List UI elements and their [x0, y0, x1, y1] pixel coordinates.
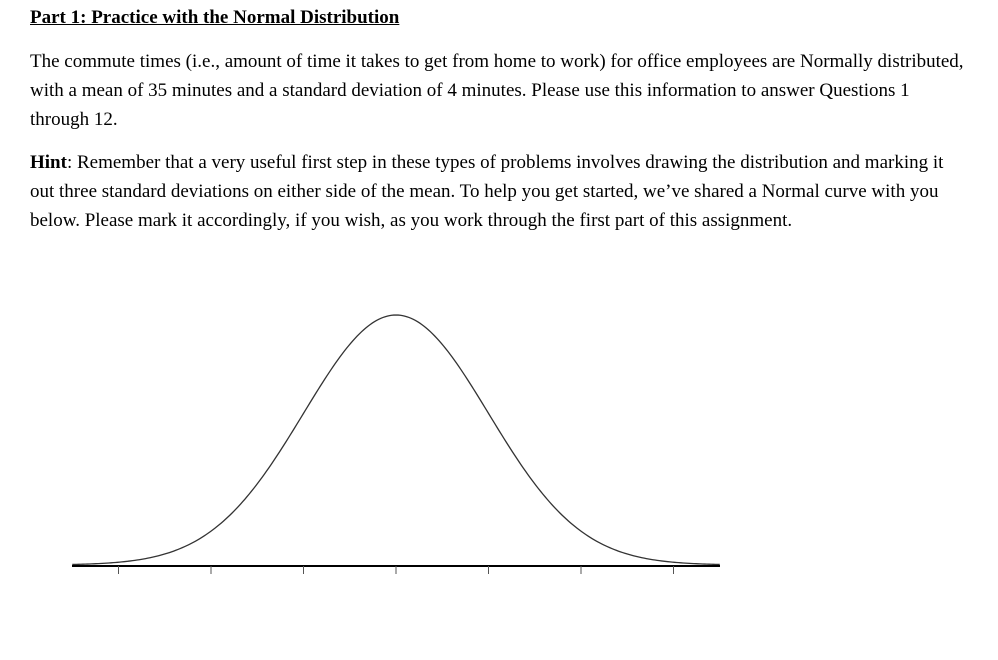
- hint-label: Hint: [30, 152, 67, 173]
- intro-paragraph: The commute times (i.e., amount of time it takes to get from home to work) for office employees are Normally distributed, with a mean of 35 minutes and a standard deviation of 4 minutes. Please use this information to answer Questions 1 through 12.: [30, 51, 964, 130]
- hint-text: : Remember that a very useful first step in these types of problems involves drawing the distribution and marking it out three standard deviations on either side of the mean. To help you get started, we’ve shared a Normal curve with you below. Please mark it accordingly, if you wish, as you work through the first part of this assignment.: [30, 152, 944, 231]
- hint-paragraph: [30, 148, 970, 235]
- normal-curve-line: [72, 315, 720, 564]
- part-title: Part 1: Practice with the Normal Distribution: [30, 7, 400, 28]
- document-page: [30, 5, 970, 235]
- x-axis-ticks: [119, 566, 674, 574]
